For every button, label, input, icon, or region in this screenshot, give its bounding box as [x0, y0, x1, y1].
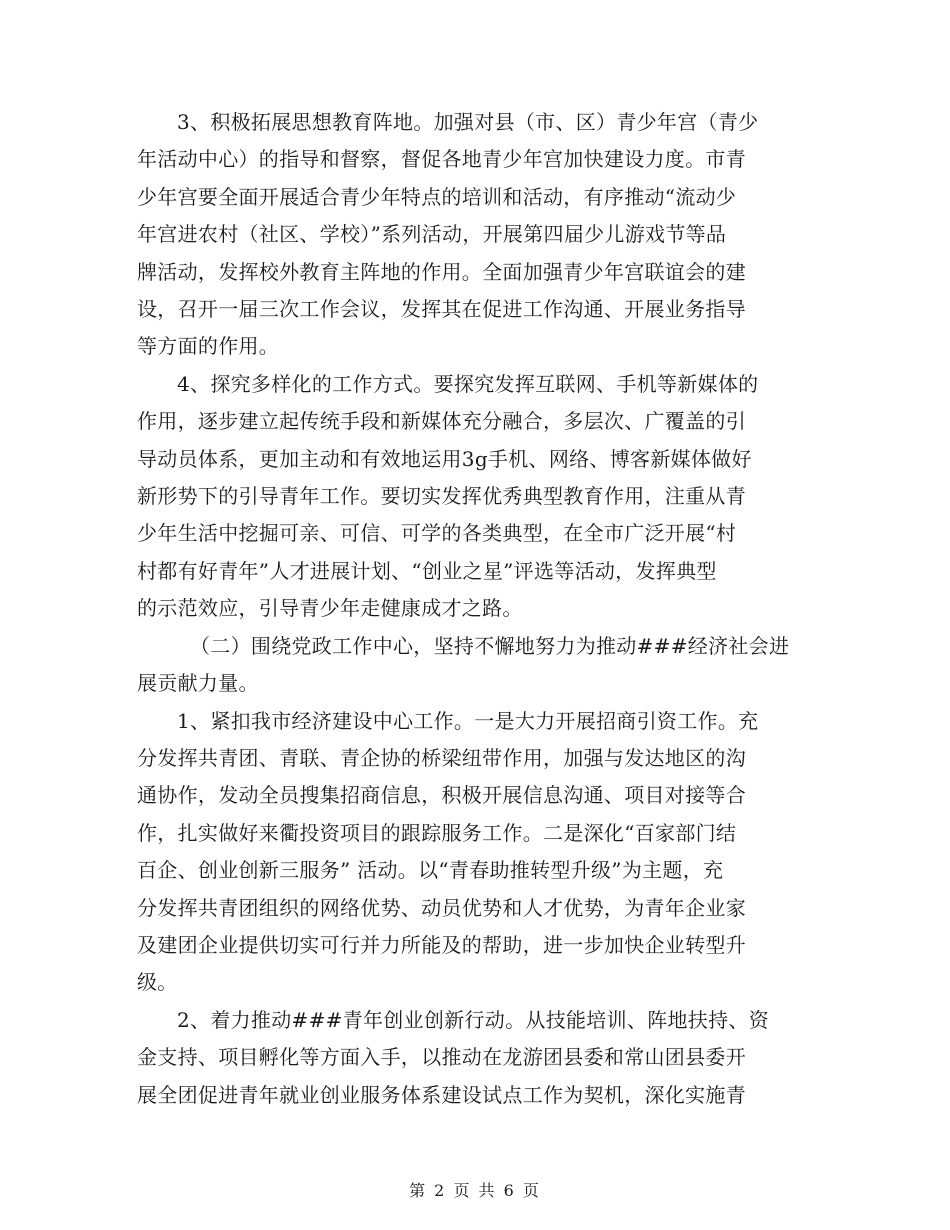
text-line: 分发挥共青团、青联、青企协的桥梁纽带作用，加强与发达地区的沟: [137, 745, 746, 770]
text-line: 作，扎实做好来衢投资项目的跟踪服务工作。二是深化“百家部门结: [137, 820, 737, 845]
text-line: 通协作，发动全员搜集招商信息，积极开展信息沟通、项目对接等合: [137, 783, 746, 808]
section-heading-2: [137, 628, 809, 703]
text-line: 少年生活中挖掘可亲、可信、可学的各类典型，在全市广泛开展“村: [137, 521, 737, 546]
text-line: （二）围绕党政工作中心，坚持不懈地努力为推动###经济社会进: [190, 633, 790, 658]
paragraph-item-3: [137, 104, 809, 366]
text-line: 新形势下的引导青年工作。要切实发挥优秀典型教育作用，注重从青: [137, 484, 746, 509]
text-line: 等方面的作用。: [137, 334, 280, 359]
text-line: 作用，逐步建立起传统手段和新媒体充分融合，多层次、广覆盖的引: [137, 409, 746, 434]
text-line: 展贡献力量。: [137, 671, 259, 696]
text-line: 百企、创业创新三服务” 活动。以“青春助推转型升级”为主题，充: [137, 858, 724, 883]
text-line: 牌活动，发挥校外教育主阵地的作用。全面加强青少年宫联谊会的建: [137, 259, 746, 284]
text-line: 1、紧扣我市经济建设中心工作。一是大力开展招商引资工作。充: [177, 708, 759, 733]
text-line: 少年宫要全面开展适合青少年特点的培训和活动，有序推动“流动少: [137, 184, 737, 209]
text-line: 村都有好青年”人才进展计划、“创业之星”评选等活动，发挥典型: [137, 558, 717, 583]
text-line: 的示范效应，引导青少年走健康成才之路。: [137, 596, 523, 621]
text-line: 3、积极拓展思想教育阵地。加强对县（市、区）青少年宫（青少: [177, 110, 759, 134]
text-line: 金支持、项目孵化等方面入手，以推动在龙游团县委和常山团县委开: [137, 1045, 746, 1070]
text-line: 导动员体系，更加主动和有效地运用3g手机、网络、博客新媒体做好: [137, 446, 752, 471]
paragraph-item-2: [137, 1002, 809, 1114]
text-line: 及建团企业提供切实可行并力所能及的帮助，进一步加快企业转型升: [137, 932, 746, 957]
text-line: 展全团促进青年就业创业服务体系建设试点工作为契机，深化实施青: [137, 1082, 746, 1107]
document-body: [137, 104, 809, 1114]
text-line: 年宫进农村（社区、学校）”系列活动，开展第四届少儿游戏节等品: [137, 222, 727, 247]
paragraph-item-4: [137, 366, 809, 628]
text-line: 分发挥共青团组织的网络优势、动员优势和人才优势，为青年企业家: [137, 895, 746, 920]
text-line: 2、着力推动###青年创业创新行动。从技能培训、阵地扶持、资: [177, 1007, 769, 1032]
text-line: 设，召开一届三次工作会议，发挥其在促进工作沟通、开展业务指导: [137, 297, 746, 322]
page-number-footer: 第 2 页 共 6 页: [409, 1181, 541, 1200]
text-line: 年活动中心）的指导和督察，督促各地青少年宫加快建设力度。市青: [137, 147, 746, 172]
paragraph-item-1: [137, 703, 809, 1002]
text-line: 4、探究多样化的工作方式。要探究发挥互联网、手机等新媒体的: [177, 371, 759, 396]
text-line: 级。: [137, 970, 178, 995]
